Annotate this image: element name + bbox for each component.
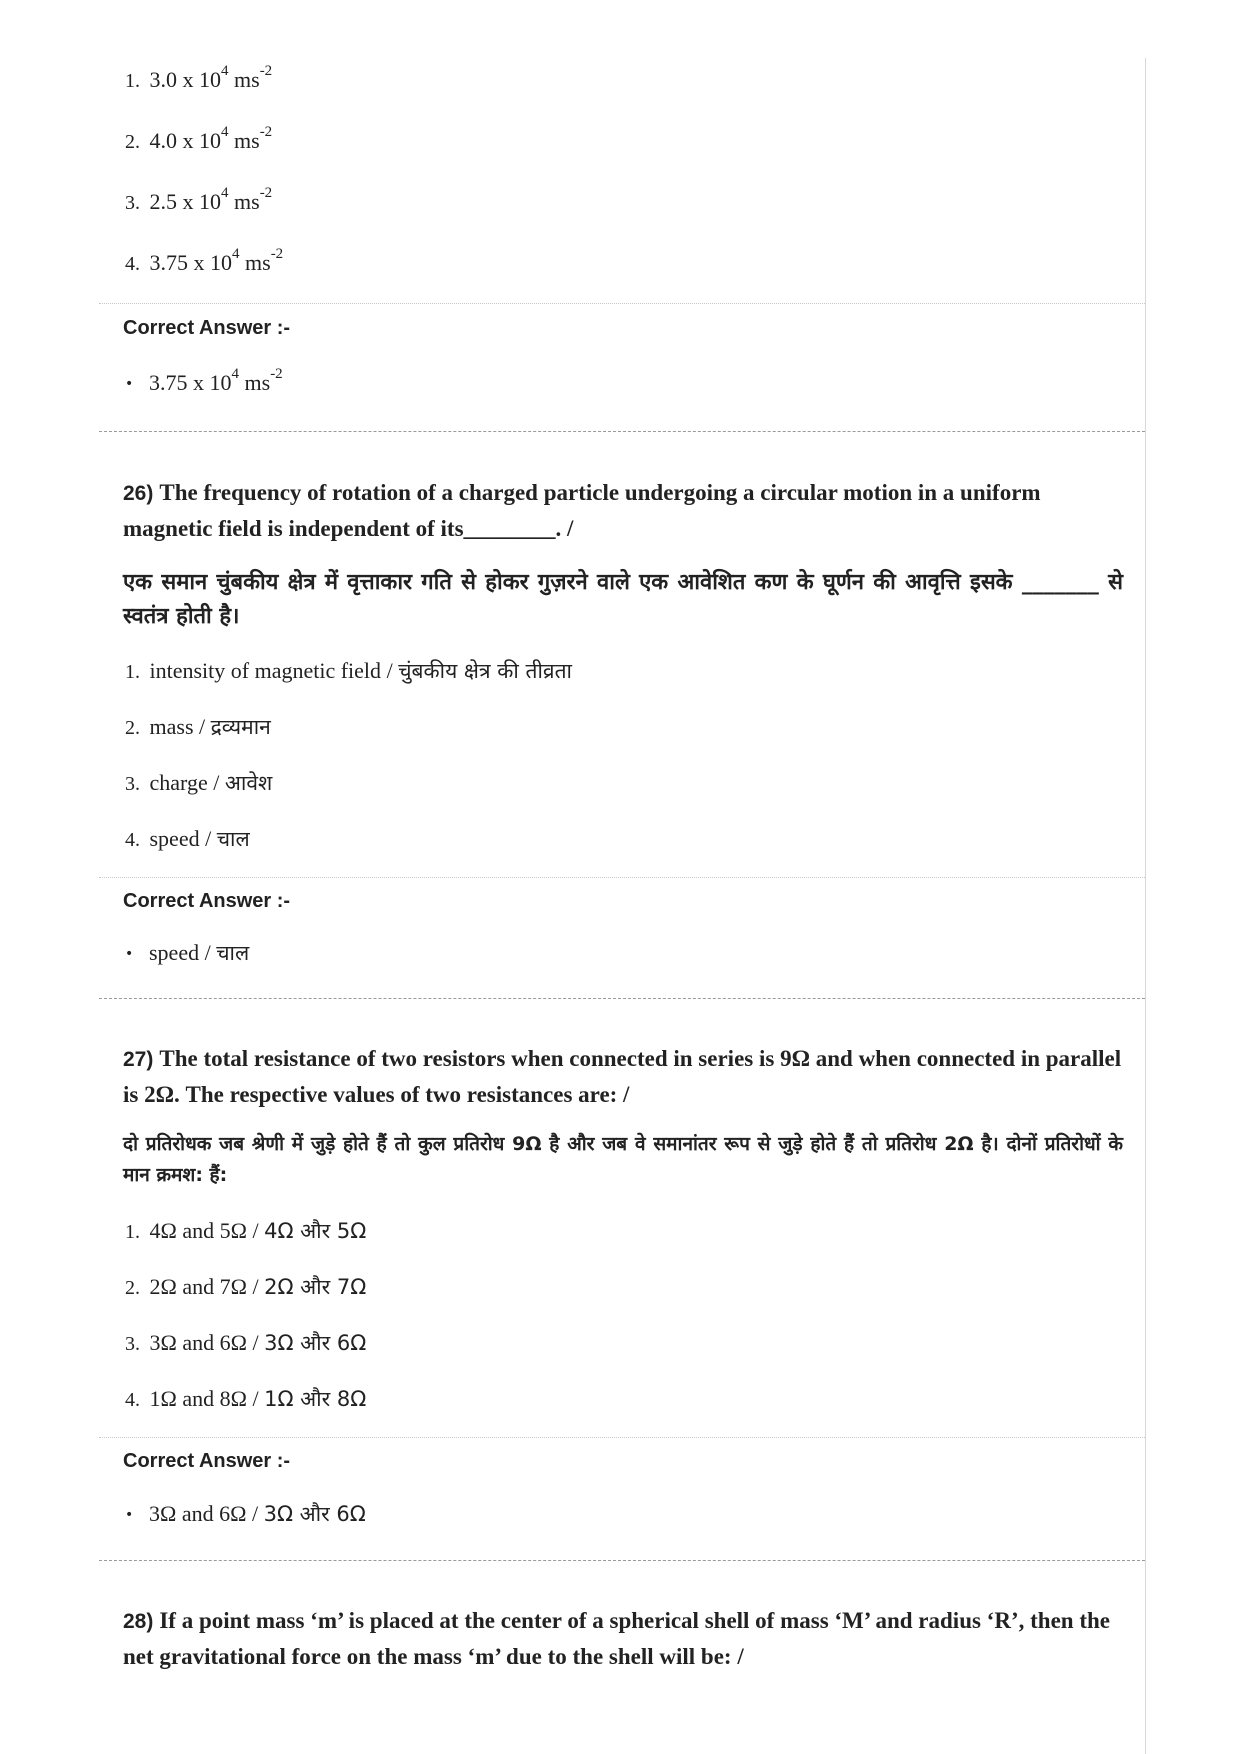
q26-question-text-hindi: एक समान चुंबकीय क्षेत्र में वृत्ताकार गति से होकर गुज़रने वाले एक आवेशित कण के घूर्णन की आवृत्ति इसके _______ से स्वतंत्र होती है।	[123, 570, 1123, 629]
q25-option-2[interactable]: 2. 4.0 x $10^4$ $ms^{-2}$	[125, 123, 273, 153]
q25-option-1[interactable]: 1. 3.0 x $10^4$ $ms^{-2}$	[125, 62, 273, 92]
question-divider	[99, 1560, 1145, 1561]
question-number: 26)	[123, 482, 154, 505]
question-number: 27)	[123, 1048, 154, 1071]
q27-question-text-hindi: दो प्रतिरोधक जब श्रेणी में जुड़े होते हैं तो कुल प्रतिरोध 9Ω है और जब वे समानांतर रूप से जुड़े होते हैं तो प्रतिरोध 2Ω है। दोनों प्रतिरोधों के मान क्रमश: हैं:	[123, 1133, 1123, 1186]
divider	[99, 303, 1145, 304]
correct-answer-label: Correct Answer :-	[123, 890, 291, 912]
q27-option-3[interactable]: 3. 3Ω and 6Ω / 3Ω और 6Ω	[125, 1330, 367, 1355]
question-divider	[99, 431, 1145, 432]
question-number: 28)	[123, 1610, 154, 1633]
q27-question-text: 27) The total resistance of two resistors when connected in series is 9Ω and when connected in parallel is 2Ω. The respective values of two resistances are: /	[123, 1046, 1122, 1107]
bullet-icon: •	[125, 376, 134, 392]
q26-option-1[interactable]: 1. intensity of magnetic field / चुंबकीय क्षेत्र की तीव्रता	[125, 658, 572, 683]
q25-option-3[interactable]: 3. 2.5 x $10^4$ $ms^{-2}$	[125, 184, 273, 214]
q28-question-text: 28) If a point mass ‘m’ is placed at the center of a spherical shell of mass ‘M’ and radius ‘R’, then the net gravitational force on the mass ‘m’ due to the shell will be: /	[123, 1608, 1110, 1669]
bullet-icon: •	[125, 1507, 134, 1523]
correct-answer-label: Correct Answer :-	[123, 1450, 291, 1472]
q25-correct-answer: • 3.75 x $10^4$ $ms^{-2}$	[125, 369, 283, 398]
q26-option-4[interactable]: 4. speed / चाल	[125, 826, 250, 851]
q26-option-2[interactable]: 2. mass / द्रव्यमान	[125, 714, 271, 739]
q26-correct-answer: • speed / चाल	[125, 939, 249, 968]
divider	[99, 1437, 1145, 1438]
q25-option-4[interactable]: 4. 3.75 x $10^4$ $ms^{-2}$	[125, 245, 284, 275]
correct-answer-label: Correct Answer :-	[123, 317, 291, 339]
q27-correct-answer: • 3Ω and 6Ω / 3Ω और 6Ω	[125, 1500, 366, 1529]
q26-option-3[interactable]: 3. charge / आवेश	[125, 770, 273, 795]
q26-question-text: 26) The frequency of rotation of a charged particle undergoing a circular motion in a uniform magnetic field is independent of its________. /	[123, 480, 1041, 541]
q27-option-2[interactable]: 2. 2Ω and 7Ω / 2Ω और 7Ω	[125, 1274, 367, 1299]
q27-option-4[interactable]: 4. 1Ω and 8Ω / 1Ω और 8Ω	[125, 1386, 367, 1411]
divider	[99, 877, 1145, 878]
bullet-icon: •	[125, 946, 134, 962]
question-divider	[99, 998, 1145, 999]
q27-option-1[interactable]: 1. 4Ω and 5Ω / 4Ω और 5Ω	[125, 1218, 367, 1243]
